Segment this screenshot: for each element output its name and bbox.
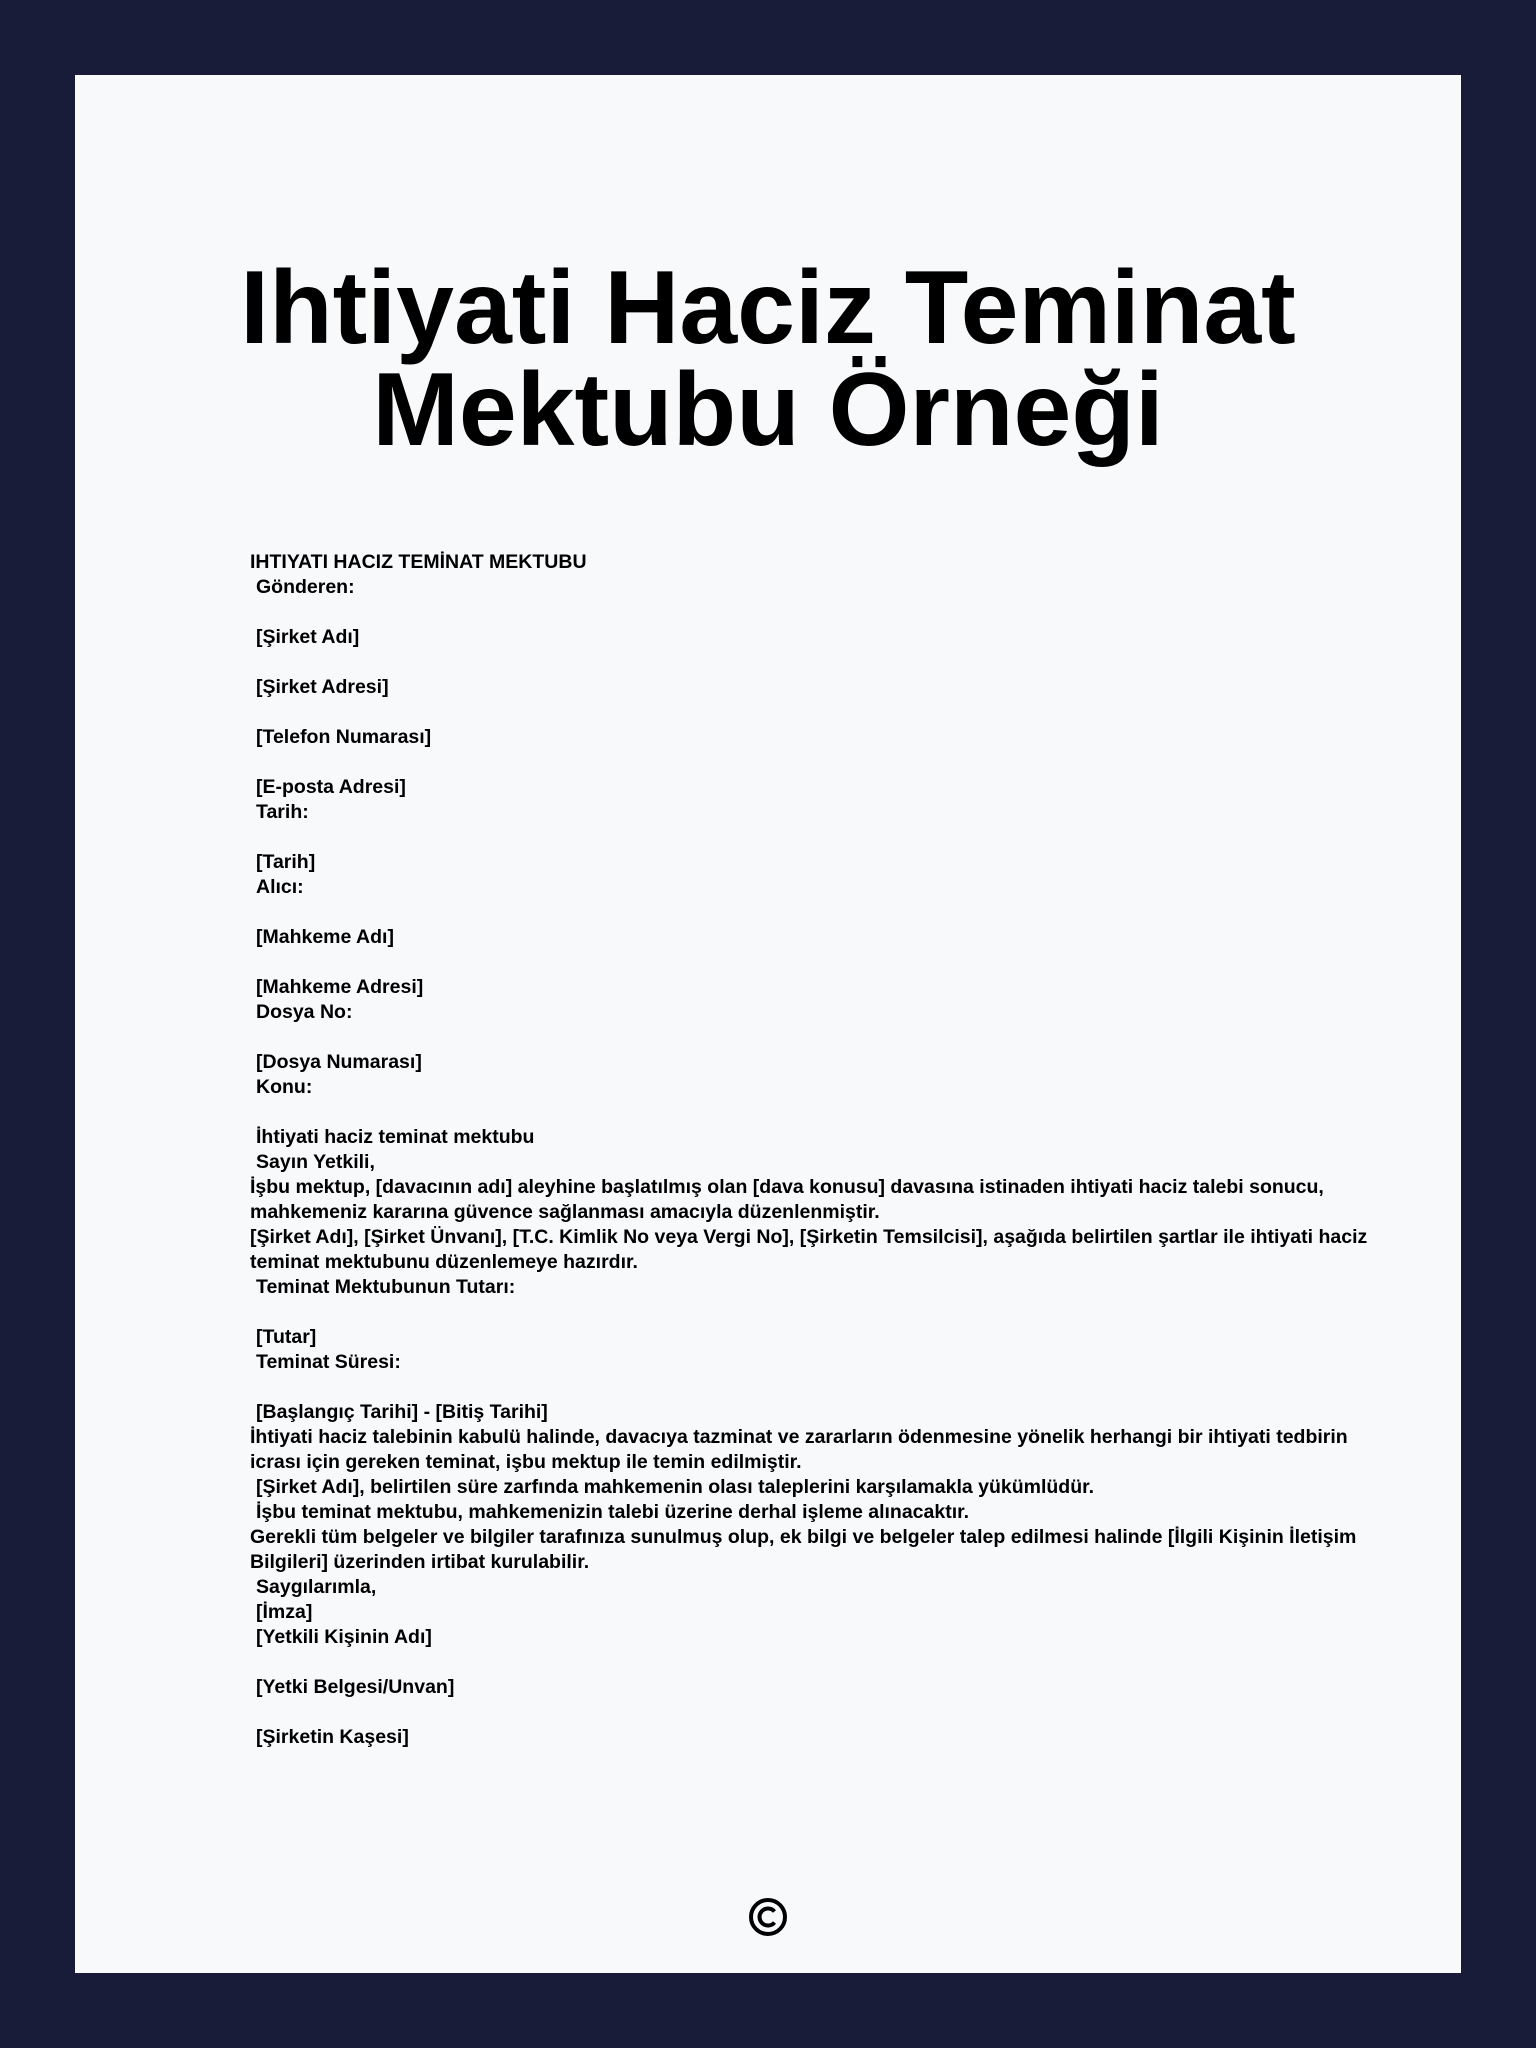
paragraph-processing: İşbu teminat mektubu, mahkemenizin talebi üzerine derhal işleme alınacaktır. [256,1501,970,1523]
blank-line [250,1650,1370,1675]
paragraph-terms: [Şirket Adı], [Şirket Ünvanı], [T.C. Kimlik No veya Vergi No], [Şirketin Temsilcisi], aşağıda belirtilen şartlar ile ihtiyati haciz teminat mektubunu düzenlemeye hazırdır. [250,1226,1368,1273]
blank-line [250,600,1370,625]
court-address: [Mahkeme Adresi] [256,976,424,998]
salutation: Sayın Yetkili, [256,1151,375,1173]
closing: Saygılarımla, [256,1576,377,1598]
subject-text: İhtiyati haciz teminat mektubu [256,1126,535,1148]
signature: [İmza] [256,1601,313,1623]
copyright-footer [75,1897,1461,1942]
blank-line [250,950,1370,975]
duration-value: [Başlangıç Tarihi] - [Bitiş Tarihi] [256,1401,548,1423]
copyright-icon [748,1897,788,1937]
amount-label: Teminat Mektubunun Tutarı: [256,1276,516,1298]
document-title-line-1: Ihtiyati Haciz Teminat [240,250,1296,366]
letter-heading: IHTIYATI HACIZ TEMİNAT MEKTUBU [250,551,587,573]
file-number-label: Dosya No: [256,1001,353,1023]
blank-line [250,750,1370,775]
blank-line [250,825,1370,850]
subject-label: Konu: [256,1076,313,1098]
date-label: Tarih: [256,801,309,823]
signer-name: [Yetkili Kişinin Adı] [256,1626,432,1648]
letter-body [250,550,1370,1750]
blank-line [250,1300,1370,1325]
duration-label: Teminat Süresi: [256,1351,401,1373]
company-seal: [Şirketin Kaşesi] [256,1726,409,1748]
date-value: [Tarih] [256,851,316,873]
phone-number: [Telefon Numarası] [256,726,432,748]
paragraph-obligation: [Şirket Adı], belirtilen süre zarfında mahkemenin olası taleplerini karşılamakla yükümlüdür. [256,1476,1095,1498]
blank-line [250,1025,1370,1050]
signer-title: [Yetki Belgesi/Unvan] [256,1676,455,1698]
court-name: [Mahkeme Adı] [256,926,394,948]
amount-value: [Tutar] [256,1326,317,1348]
email-address: [E-posta Adresi] [256,776,406,798]
paragraph-contact: Gerekli tüm belgeler ve bilgiler tarafınıza sunulmuş olup, ek bilgi ve belgeler talep edilmesi halinde [İlgili Kişinin İletişim Bilgileri] üzerinden irtibat kurulabilir. [250,1526,1357,1573]
blank-line [250,1700,1370,1725]
blank-line [250,650,1370,675]
blank-line [250,700,1370,725]
company-name: [Şirket Adı] [256,626,360,648]
document-title-line-2: Mektubu Örneği [372,352,1164,468]
document-page [75,75,1461,1973]
file-number: [Dosya Numarası] [256,1051,422,1073]
blank-line [250,1100,1370,1125]
recipient-label: Alıcı: [256,876,304,898]
paragraph-guarantee: İhtiyati haciz talebinin kabulü halinde, davacıya tazminat ve zararların ödenmesine yönelik herhangi bir ihtiyati tedbirin icrası için gereken teminat, işbu mektup ile temin edilmiştir. [250,1426,1348,1473]
sender-label: Gönderen: [256,576,355,598]
document-title [75,250,1461,468]
blank-line [250,900,1370,925]
blank-line [250,1375,1370,1400]
company-address: [Şirket Adresi] [256,676,389,698]
paragraph-intro: İşbu mektup, [davacının adı] aleyhine başlatılmış olan [dava konusu] davasına istinaden ihtiyati haciz talebi sonucu, mahkemeniz kararına güvence sağlanması amacıyla düzenlenmiştir. [250,1176,1324,1223]
